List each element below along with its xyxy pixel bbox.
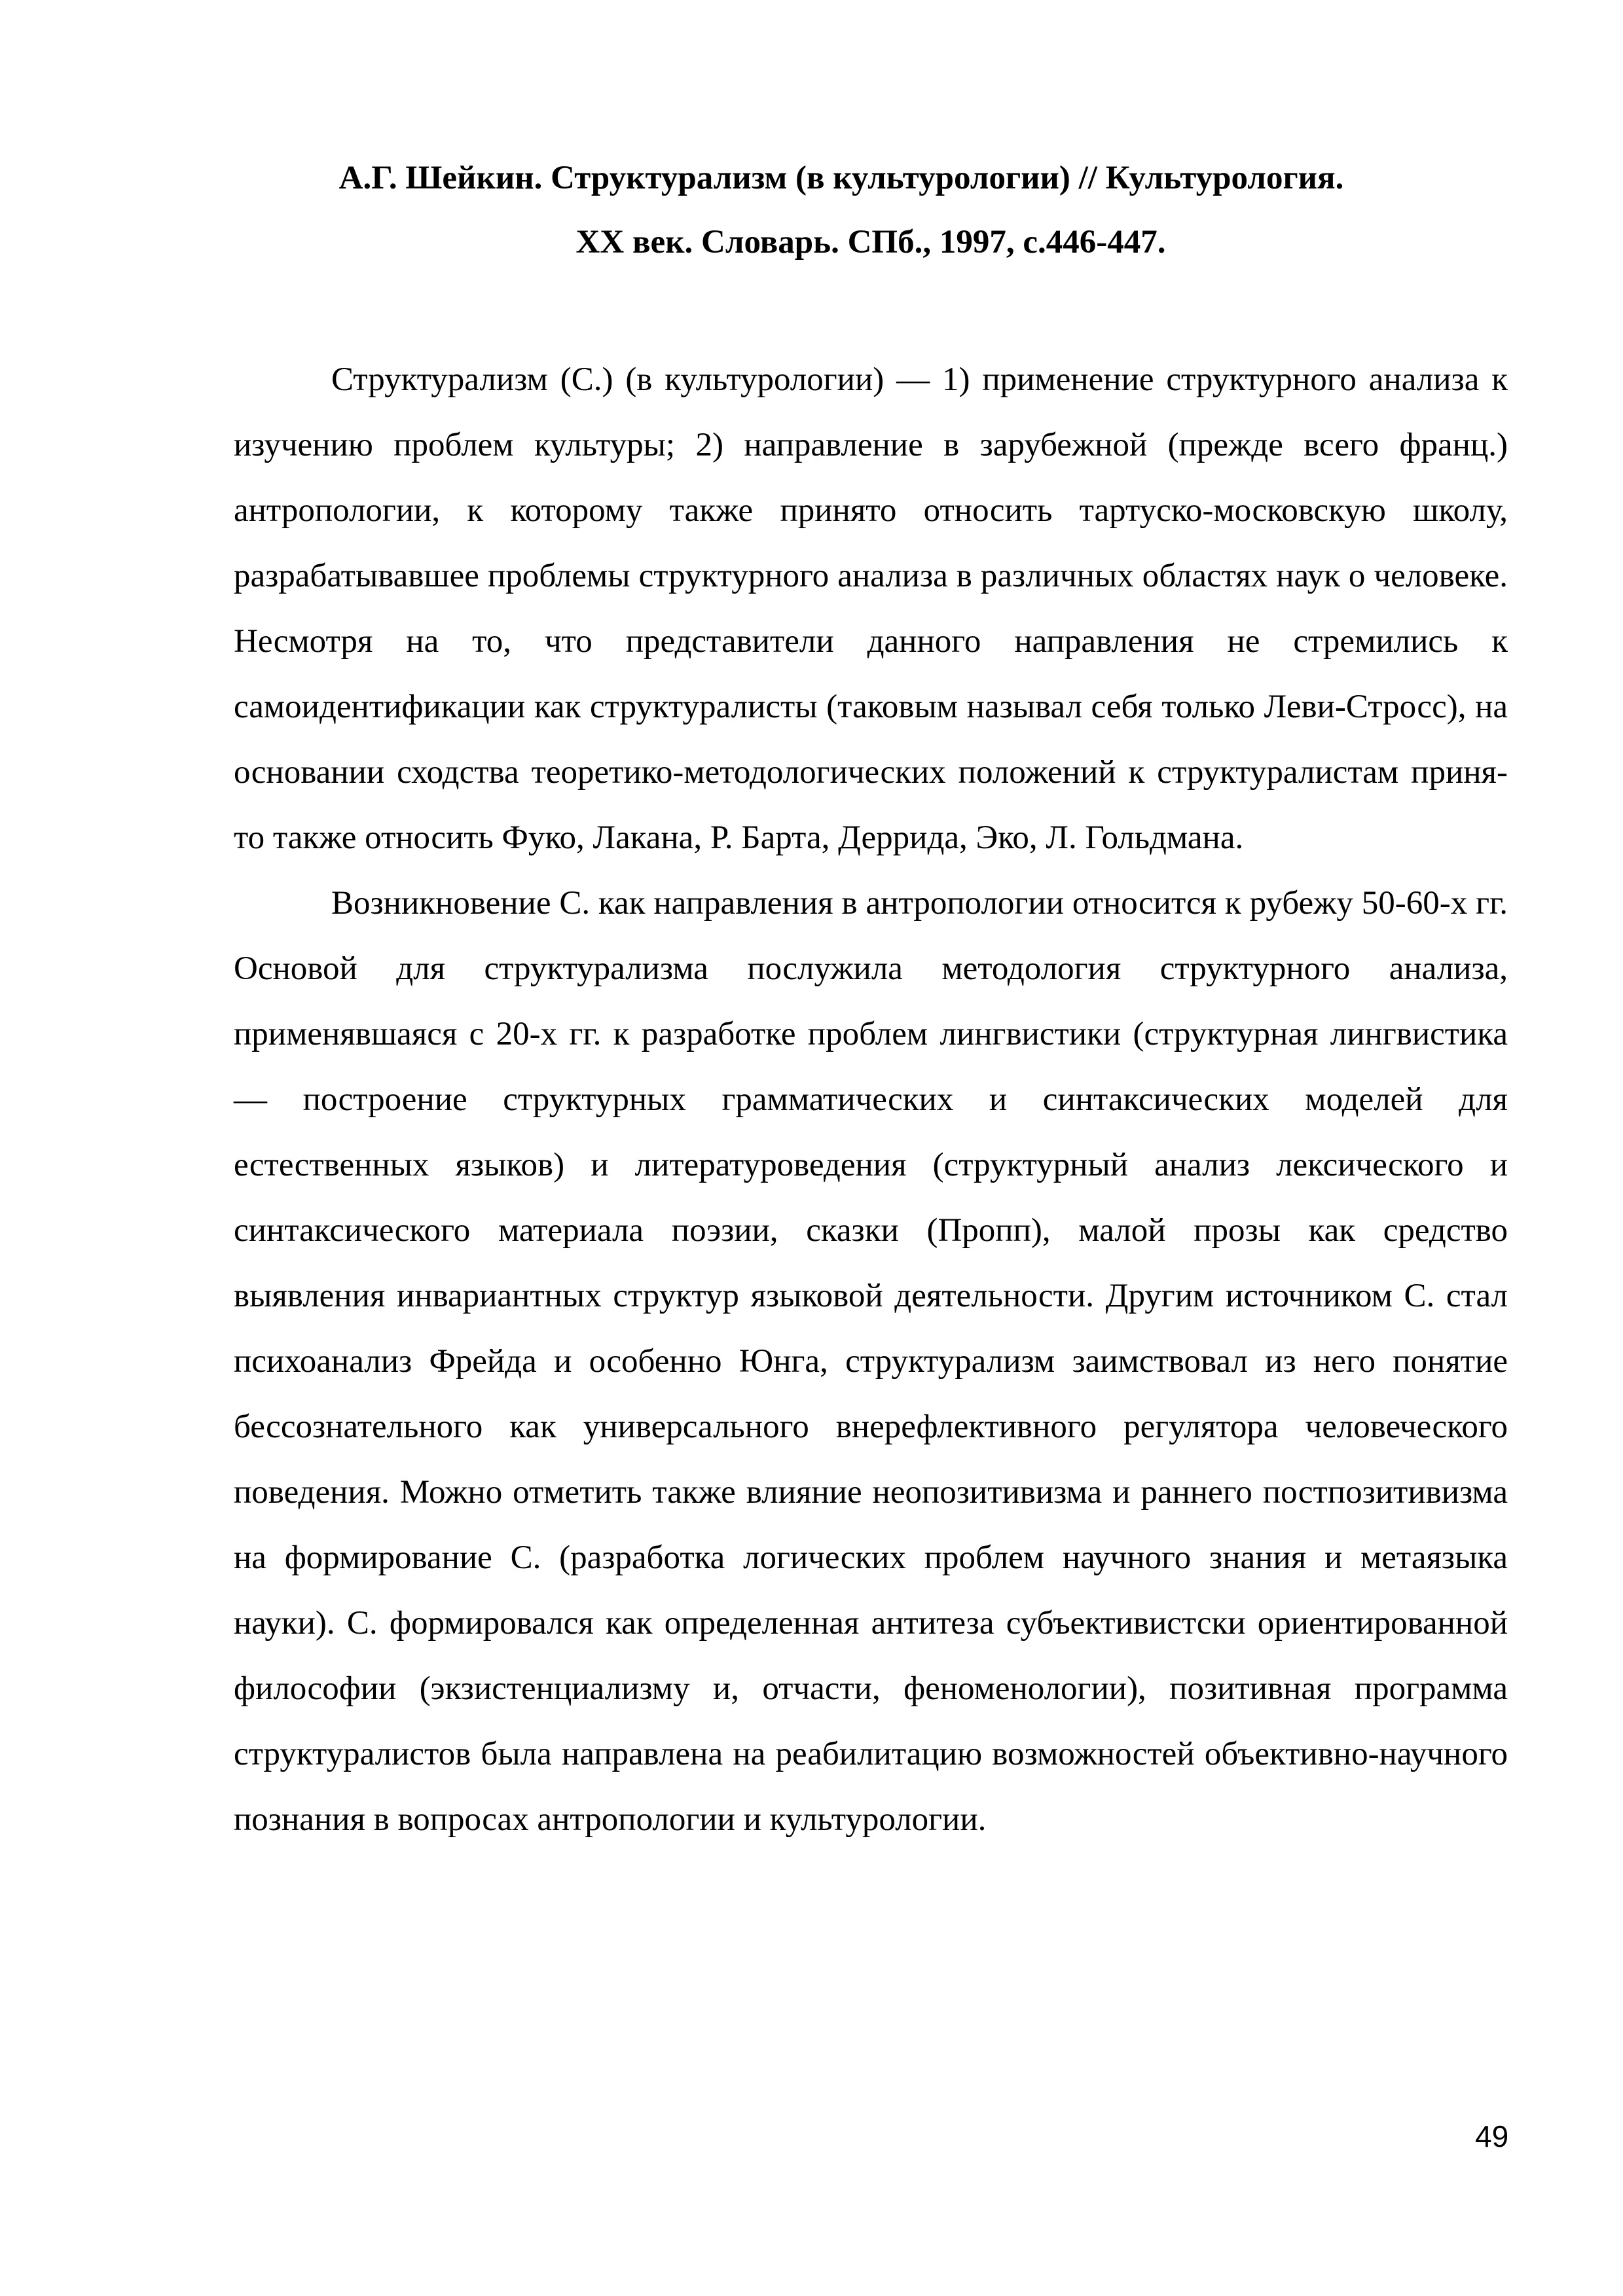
page-number: 49 xyxy=(1475,2119,1509,2153)
article-body xyxy=(234,347,1508,1852)
paragraph-1: Структурализм (С.) (в культурологии) — 1) применение структурного анализа к изучению проблем культуры; 2) направление в зарубежной (прежде всего франц.) антропологии, к которому также принято относить тартуско-московскую школу, разрабатывавшее проблемы структурного анализа в различных областях наук о человеке. Несмотря на то, что представители данного направления не стремились к самоидентификации как структуралисты (таковым называл себя только Леви-Стросс), на основании сходства теоретико-методологических положений к структуралистам приня-то также относить Фуко, Лакана, Р. Барта, Деррида, Эко, Л. Гольдмана. xyxy=(234,361,1508,856)
citation-title-line-1: А.Г. Шейкин. Структурализм (в культурологии) // Культурология. xyxy=(338,160,1344,196)
citation-title-line-2: XX век. Словарь. СПб., 1997, с.446-447. xyxy=(575,224,1166,260)
paragraph-2: Возникновение С. как направления в антропологии относится к рубежу 50-60-х гг. Основой для структурализма послужила методология структурного анализа, применявшаяся с 20-х гг. к разработке проблем лингвистики (структурная лингвистика — построение структурных грамматических и синтаксических моделей для естественных языков) и литературоведения (структурный анализ лексического и синтаксического материала поэзии, сказки (Пропп), малой прозы как средство выявления инвариантных структур языковой деятельности. Другим источником С. стал психоанализ Фрейда и особенно Юнга, структурализм заимствовал из него понятие бессознательного как универсального внерефлективного регулятора человеческого поведения. Можно отметить также влияние неопозитивизма и раннего постпозитивизма на формирование С. (разработка логических проблем научного знания и метаязыка науки). С. формировался как определенная антитеза субъективистски ориентированной философии (экзистенциализму и, отчасти, феноменологии), позитивная программа структуралистов была направлена на реабилитацию возможностей объективно-научного познания в вопросах антропологии и культурологии. xyxy=(234,885,1508,1838)
